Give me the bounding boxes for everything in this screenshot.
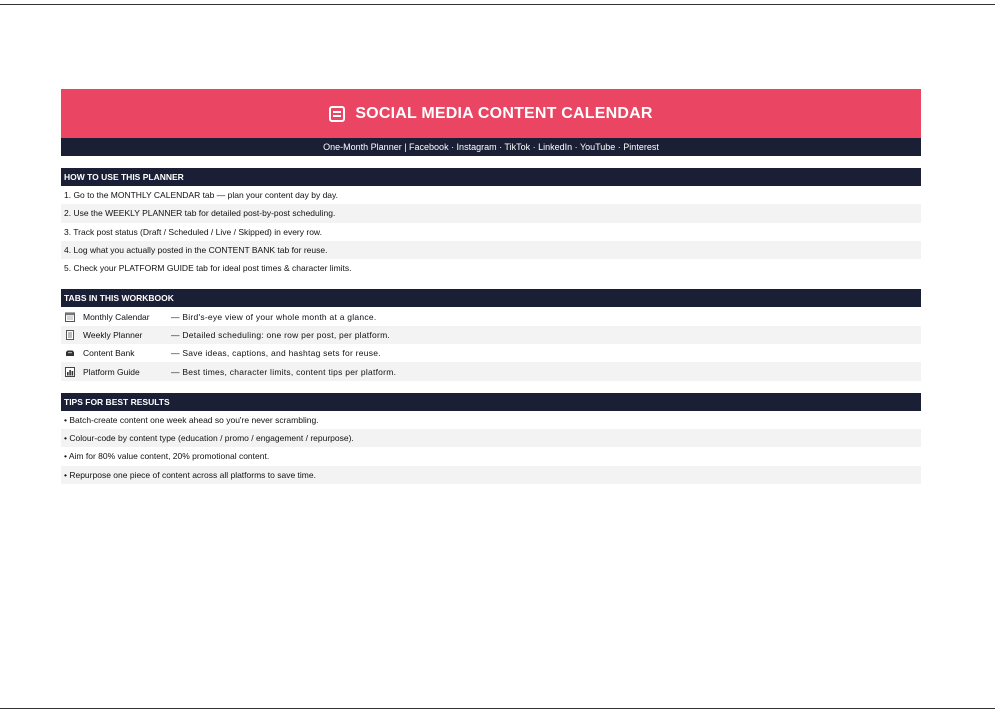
page-bottom-rule bbox=[0, 708, 995, 709]
list-item: • Repurpose one piece of content across all platforms to save time. bbox=[61, 466, 921, 484]
card-box-icon bbox=[65, 348, 75, 358]
section-heading: TIPS FOR BEST RESULTS bbox=[61, 393, 921, 411]
tips-section bbox=[61, 393, 921, 484]
list-item: 4. Log what you actually posted in the CONTENT BANK tab for reuse. bbox=[61, 241, 921, 259]
list-item: • Colour-code by content type (education / promo / engagement / repurpose). bbox=[61, 429, 921, 447]
tab-row-platform-guide bbox=[61, 362, 921, 380]
tab-name: Weekly Planner bbox=[83, 329, 143, 340]
tab-description: — Best times, character limits, content tips per platform. bbox=[171, 366, 397, 377]
list-item: 2. Use the WEEKLY PLANNER tab for detailed post-by-post scheduling. bbox=[61, 204, 921, 222]
notepad-icon bbox=[65, 330, 75, 340]
page-top-rule bbox=[0, 4, 995, 5]
list-item: • Aim for 80% value content, 20% promotional content. bbox=[64, 451, 270, 462]
tab-description: — Bird's-eye view of your whole month at a glance. bbox=[171, 311, 377, 322]
section-heading: TABS IN THIS WORKBOOK bbox=[61, 289, 921, 307]
list-item: 3. Track post status (Draft / Scheduled / Live / Skipped) in every row. bbox=[64, 226, 322, 237]
tab-description: — Detailed scheduling: one row per post, per platform. bbox=[171, 329, 391, 340]
subtitle-bar: One-Month Planner | Facebook · Instagram · TikTok · LinkedIn · YouTube · Pinterest bbox=[61, 138, 921, 156]
planner-sheet bbox=[61, 89, 921, 484]
tab-row-monthly-calendar bbox=[61, 307, 921, 325]
tab-row-content-bank bbox=[61, 344, 921, 362]
tab-name: Platform Guide bbox=[83, 366, 140, 377]
tabs-section bbox=[61, 289, 921, 380]
calendar-icon bbox=[329, 106, 345, 122]
how-to-section bbox=[61, 168, 921, 277]
tab-name: Content Bank bbox=[83, 348, 135, 359]
bar-chart-icon bbox=[65, 367, 75, 377]
page-title: SOCIAL MEDIA CONTENT CALENDAR bbox=[355, 104, 653, 122]
tab-description: — Save ideas, captions, and hashtag sets for reuse. bbox=[171, 348, 381, 359]
title-banner bbox=[61, 89, 921, 138]
calendar-icon bbox=[65, 312, 75, 322]
tab-row-weekly-planner bbox=[61, 326, 921, 344]
tab-name: Monthly Calendar bbox=[83, 311, 150, 322]
list-item: 5. Check your PLATFORM GUIDE tab for ideal post times & character limits. bbox=[64, 263, 352, 274]
section-heading: HOW TO USE THIS PLANNER bbox=[61, 168, 921, 186]
list-item: • Batch-create content one week ahead so you're never scrambling. bbox=[64, 414, 319, 425]
list-item: 1. Go to the MONTHLY CALENDAR tab — plan your content day by day. bbox=[64, 190, 339, 201]
